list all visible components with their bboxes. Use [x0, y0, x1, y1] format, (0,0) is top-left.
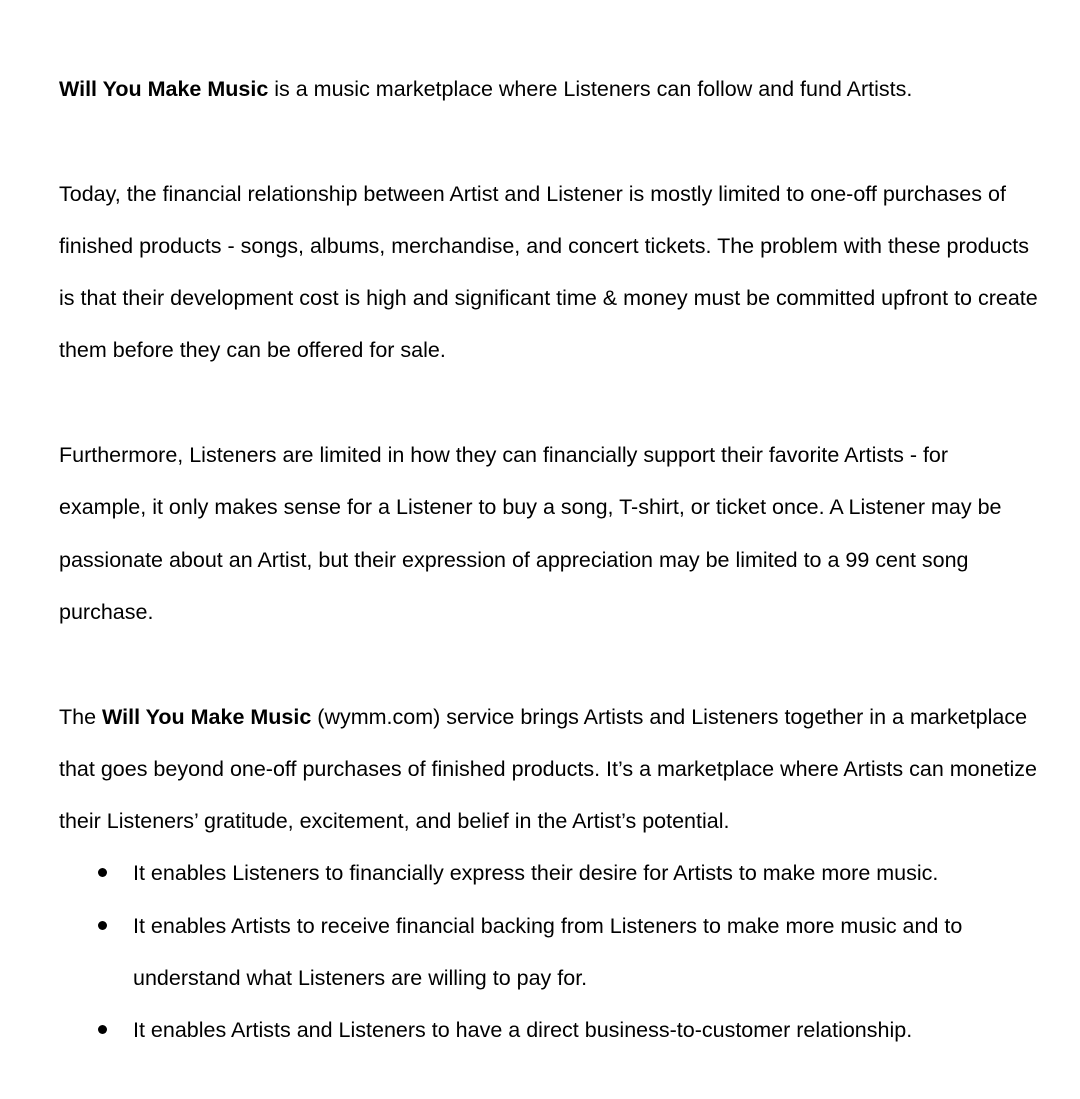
- problem-paragraph: Today, the financial relationship between Artist and Listener is mostly limited to one-off purchases of finished products - songs, albums, merchandise, and concert tickets. The problem with these products is that their development cost is high and significant time & money must be committed upfront to create them before they can be offered for sale.: [59, 181, 1038, 363]
- list-item-text: It enables Listeners to financially express their desire for Artists to make more music.: [133, 861, 939, 886]
- paragraph-gap: [59, 377, 1040, 429]
- paragraph-gap: [59, 115, 1040, 167]
- bullet-icon: [98, 921, 107, 930]
- paragraph-gap: [59, 638, 1040, 690]
- bullet-icon: [98, 1025, 107, 1034]
- brand-name: Will You Make Music: [102, 704, 312, 729]
- bullet-icon: [98, 868, 107, 877]
- list-item: [59, 847, 1040, 899]
- list-item: [59, 900, 1040, 1005]
- intro-text: is a music marketplace where Listeners can follow and fund Artists.: [268, 77, 913, 101]
- list-item: [59, 1004, 1040, 1056]
- list-item-text: It enables Artists to receive financial backing from Listeners to make more music and to understand what Listeners are willing to pay for.: [133, 913, 963, 991]
- intro-paragraph: [59, 63, 1040, 115]
- service-paragraph: [59, 691, 1040, 848]
- brand-name: Will You Make Music: [59, 77, 269, 101]
- benefits-list: [59, 847, 1040, 1056]
- service-text: (wymm.com) service brings Artists and Listeners together in a marketplace that goes beyond one-off purchases of finished products. It’s a marketplace where Artists can monetize their Listeners’ gratitude, excitement, and belief in the Artist’s potential.: [59, 704, 1038, 834]
- service-lead: The: [59, 704, 103, 729]
- support-paragraph: Furthermore, Listeners are limited in how they can financially support their favorite Artists - for example, it only makes sense for a Listener to buy a song, T-shirt, or ticket once. A Listener may be passionate about an Artist, but their expression of appreciation may be limited to a 99 cent song purchase.: [59, 443, 1002, 624]
- list-item-text: It enables Artists and Listeners to have a direct business-to-customer relationship.: [133, 1018, 913, 1043]
